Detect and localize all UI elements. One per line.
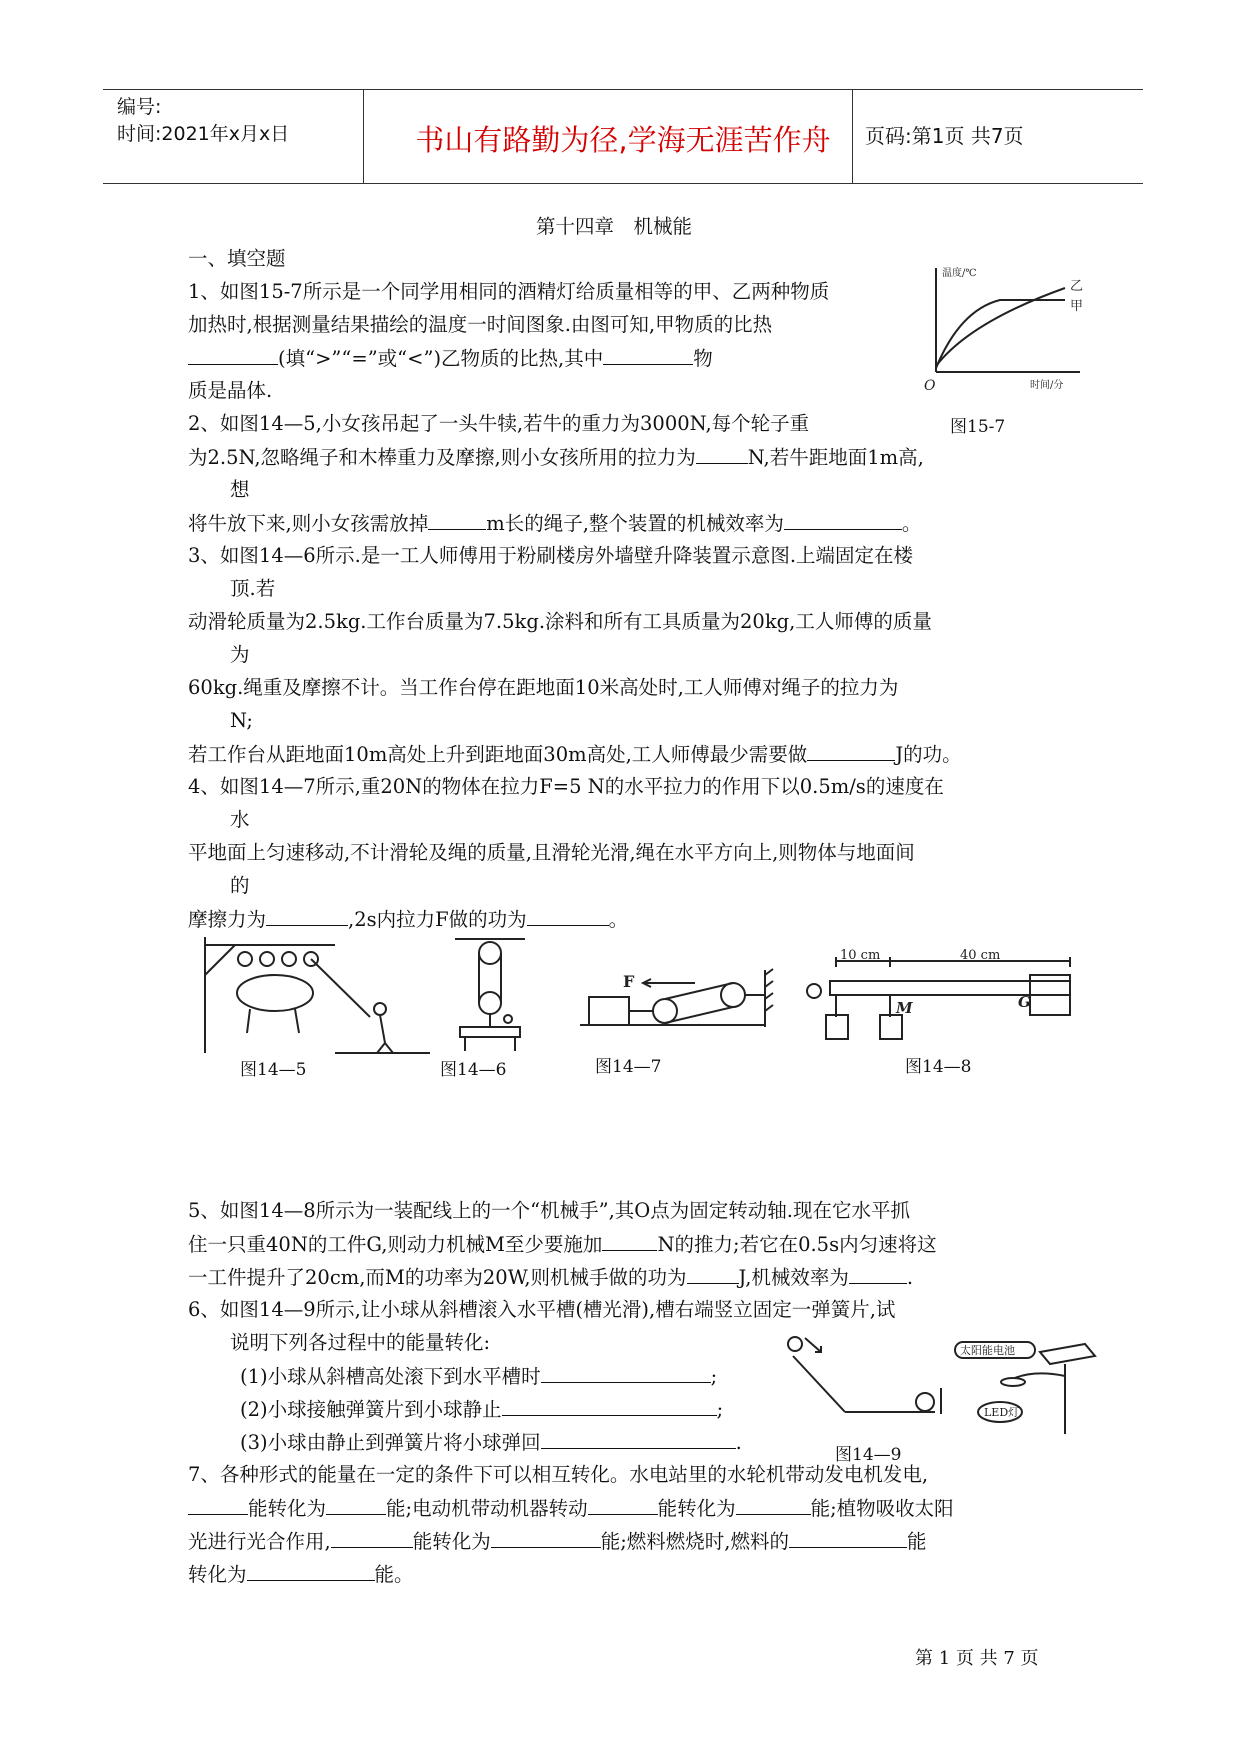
origin-label: O [924, 378, 936, 394]
q3-line: 60kg.绳重及摩擦不计。当工作台停在距地面10米高处时,工人师傅对绳子的拉力为 [188, 676, 899, 699]
blank[interactable] [247, 1560, 375, 1581]
figure-caption: 图14—8 [905, 1057, 972, 1077]
dimension-label: 40 cm [960, 948, 1001, 963]
q3-line: 为 [230, 643, 250, 666]
curve-label-jia: 甲 [1070, 299, 1084, 314]
figure-caption: 图14—6 [440, 1060, 507, 1080]
blank[interactable] [331, 1527, 413, 1548]
q6-line: 说明下列各过程中的能量转化: [230, 1331, 491, 1354]
blank[interactable] [588, 1494, 658, 1515]
figure-caption: 图15-7 [950, 417, 1006, 437]
number-label: 编号: [117, 96, 162, 118]
figure-14-8-mechanical-arm [800, 945, 1100, 1045]
q3-line: 若工作台从距地面10m高处上升到距地面30m高处,工人师傅最少需要做 J的功。 [188, 740, 962, 769]
blank[interactable] [502, 1395, 717, 1416]
page-header [103, 89, 1143, 184]
x-axis-label: 时间/分 [1030, 380, 1064, 391]
page-info: 页码:第1页 共7页 [865, 124, 1024, 148]
y-axis-label: 温度/℃ [942, 268, 977, 279]
blank[interactable] [807, 740, 895, 761]
blank[interactable] [849, 1263, 907, 1284]
time-label: 时间:2021年x月x日 [117, 123, 290, 145]
q1-line: 质是晶体. [188, 379, 273, 402]
q7-line: 能转化为 能;电动机带动机器转动 能转化为 能;植物吸收太阳 [188, 1494, 954, 1523]
figure-14-9-ball-track-and-solar-lamp [785, 1330, 1100, 1440]
figure-14-5-girl-lifting-calf [195, 935, 435, 1055]
figure-14-6-pulley-lift [450, 935, 530, 1055]
q7-line: 7、各种形式的能量在一定的条件下可以相互转化。水电站里的水轮机带动发电机发电, [188, 1463, 929, 1486]
force-label: F [623, 972, 635, 991]
q7-line: 光进行光合作用, 能转化为 能;燃料燃烧时,燃料的 能 [188, 1527, 927, 1556]
blank[interactable] [736, 1494, 811, 1515]
section-heading: 一、填空题 [188, 247, 286, 270]
header-meta [117, 94, 289, 148]
q2-line: 将牛放下来,则小女孩需放掉 m长的绳子,整个装置的机械效率为 。 [188, 509, 921, 538]
figure-15-7-temperature-graph [920, 262, 1090, 397]
blank[interactable] [188, 1494, 248, 1515]
q2-line: 为2.5N,忽略绳子和木棒重力及摩擦,则小女孩所用的拉力为 N,若牛距地面1m高, [188, 443, 924, 472]
dimension-label: 10 cm [840, 948, 881, 963]
q6-subitem: (3)小球由静止到弹簧片将小球弹回 . [240, 1428, 742, 1457]
q6-subitem: (1)小球从斜槽高处滚下到水平槽时 ; [240, 1362, 717, 1391]
blank[interactable] [266, 905, 348, 926]
figure-14-7-pulley-block [575, 965, 785, 1045]
q3-line: 动滑轮质量为2.5kg.工作台质量为7.5kg.涂料和所有工具质量为20kg,工人师傅的质量 [188, 610, 932, 633]
page-footer: 第 1 页 共 7 页 [915, 1648, 1039, 1669]
q2-line: 2、如图14—5,小女孩吊起了一头牛犊,若牛的重力为3000N,每个轮子重 [188, 412, 810, 435]
g-label: G [1018, 993, 1031, 1011]
figure-caption: 图14—7 [595, 1057, 662, 1077]
q3-line: 顶.若 [230, 577, 276, 600]
q4-line: 水 [230, 808, 250, 831]
blank[interactable] [541, 1428, 736, 1449]
blank[interactable] [326, 1494, 386, 1515]
q4-line: 平地面上匀速移动,不计滑轮及绳的质量,且滑轮光滑,绳在水平方向上,则物体与地面间 [188, 841, 915, 864]
blank[interactable] [789, 1527, 907, 1548]
q5-line: 5、如图14—8所示为一装配线上的一个“机械手”,其O点为固定转动轴.现在它水平抓 [188, 1199, 910, 1222]
chapter-title: 第十四章 机械能 [536, 215, 693, 238]
q4-line: 的 [230, 874, 250, 897]
q5-line: 一工件提升了20cm,而M的功率为20W,则机械手做的功为 J,机械效率为 . [188, 1263, 913, 1292]
blank[interactable] [541, 1362, 711, 1383]
led-label: LED灯 [984, 1406, 1020, 1419]
figure-caption: 图14—9 [835, 1445, 902, 1465]
m-label: M [896, 999, 913, 1017]
q4-line: 摩擦力为 ,2s内拉力F做的功为 。 [188, 905, 628, 934]
blank[interactable] [602, 1230, 657, 1251]
q6-line: 6、如图14—9所示,让小球从斜槽滚入水平槽(槽光滑),槽右端竖立固定一弹簧片,试 [188, 1298, 896, 1321]
figure-caption: 图14—5 [240, 1060, 307, 1080]
q3-line: N; [230, 709, 253, 732]
motto: 书山有路勤为径,学海无涯苦作舟 [415, 123, 831, 157]
q1-line: 1、如图15-7所示是一个同学用相同的酒精灯给质量相等的甲、乙两种物质 [188, 280, 830, 303]
blank[interactable] [603, 344, 693, 365]
blank[interactable] [687, 1263, 739, 1284]
solar-panel-label: 太阳能电池 [960, 1344, 1015, 1357]
curve-label-yi: 乙 [1070, 279, 1084, 294]
q5-line: 住一只重40N的工件G,则动力机械M至少要施加 N的推力;若它在0.5s内匀速将这 [188, 1230, 937, 1259]
q2-line: 想 [230, 478, 250, 501]
blank[interactable] [428, 509, 486, 530]
q4-line: 4、如图14—7所示,重20N的物体在拉力F=5 N的水平拉力的作用下以0.5m/s的速度在 [188, 775, 944, 798]
blank[interactable] [784, 509, 902, 530]
divider [363, 90, 364, 183]
blank[interactable] [188, 344, 278, 365]
blank[interactable] [491, 1527, 601, 1548]
q7-line: 转化为 能。 [188, 1560, 414, 1589]
blank[interactable] [527, 905, 609, 926]
q1-line: (填“>”“=”或“<”)乙物质的比热,其中 物 [188, 344, 713, 373]
q3-line: 3、如图14—6所示.是一工人师傅用于粉刷楼房外墙壁升降装置示意图.上端固定在楼 [188, 544, 914, 567]
q1-line: 加热时,根据测量结果描绘的温度一时间图象.由图可知,甲物质的比热 [188, 313, 773, 336]
blank[interactable] [696, 443, 748, 464]
q6-subitem: (2)小球接触弹簧片到小球静止 ; [240, 1395, 723, 1424]
divider [852, 90, 853, 183]
